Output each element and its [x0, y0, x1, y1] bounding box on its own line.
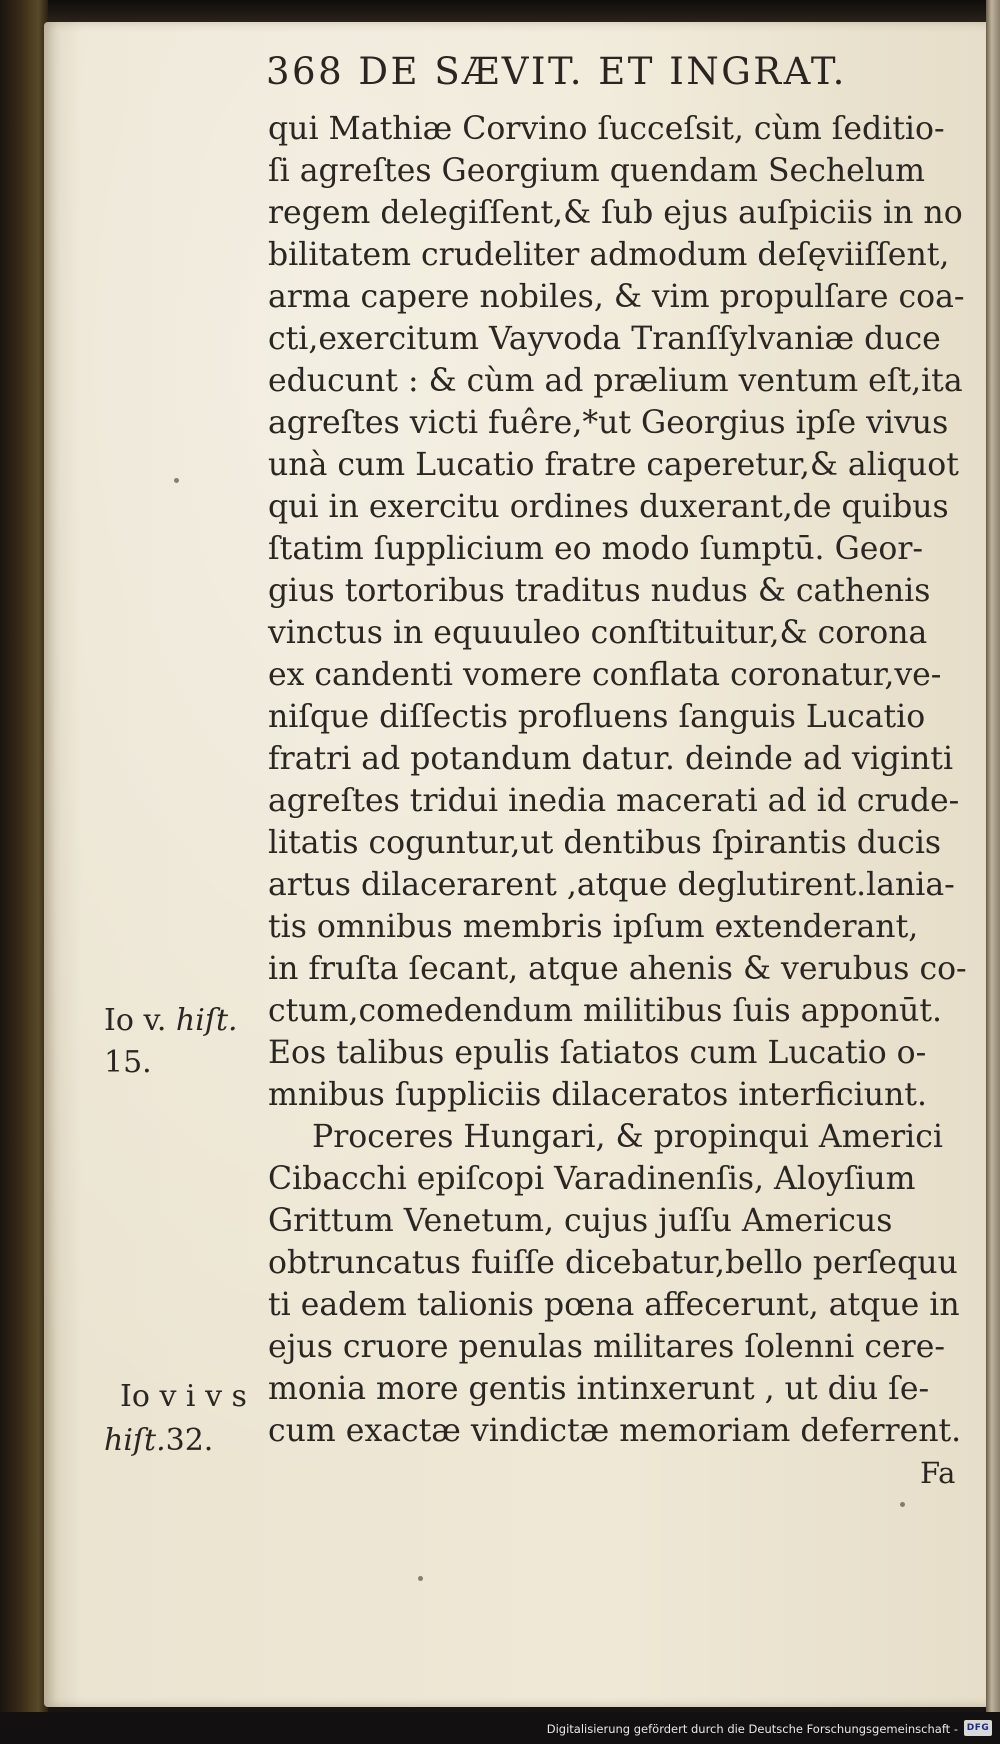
text-line: qui Mathiæ Corvino ſucceſsit, cùm ſeditio-	[268, 111, 945, 147]
text-line: Grittum Venetum, cujus juſſu Americus	[268, 1203, 893, 1239]
text-line: educunt : & cùm ad prælium ventum eſt,ita	[268, 363, 963, 399]
dfg-logo: DFG	[964, 1720, 992, 1736]
catchword: Fa	[920, 1456, 956, 1490]
text-line: ctum,comedendum militibus ſuis apponūt.	[268, 993, 942, 1029]
text-line: bilitatem crudeliter admodum deſęviiſſent,	[268, 237, 950, 273]
paper-speck	[900, 1502, 905, 1507]
text-line: obtruncatus fuiſſe dicebatur,bello perſequu	[268, 1245, 958, 1281]
marginal-note-work: hiſt.	[104, 1423, 166, 1458]
text-line: Cibacchi epiſcopi Varadinenſis, Aloyſium	[268, 1161, 916, 1197]
marginal-note-source	[104, 1000, 238, 1042]
top-edge	[0, 0, 1000, 22]
page-stack-edge	[986, 0, 1000, 1712]
text-line: fratri ad potandum datur. deinde ad viginti	[268, 741, 954, 777]
text-line: litatis coguntur,ut dentibus ſpirantis ducis	[268, 825, 942, 861]
book-spine-edge	[0, 0, 48, 1712]
text-line: unà cum Lucatio fratre caperetur,& aliquot	[268, 447, 959, 483]
marginal-note-author: Io v.	[104, 1003, 167, 1038]
running-head: 368 DE SÆVIT. ET INGRAT.	[266, 50, 847, 93]
text-line: tis omnibus membris ipſum extenderant,	[268, 909, 919, 945]
paper-speck	[174, 478, 179, 483]
marginal-note-number: 32.	[165, 1423, 214, 1458]
text-line: ti eadem talionis pœna affecerunt, atque in	[268, 1287, 960, 1323]
text-line: mnibus ſuppliciis dilaceratos interficiunt.	[268, 1077, 927, 1113]
paper-speck	[418, 1576, 423, 1581]
marginal-note-number: 15.	[104, 1045, 152, 1080]
text-line: cti,exercitum Vayvoda Tranſſylvaniæ duce	[268, 321, 941, 357]
text-line: ex candenti vomere conflata coronatur,ve-	[268, 657, 942, 693]
text-line: ſtatim ſupplicium eo modo ſumptū. Geor-	[268, 531, 924, 567]
text-line: ejus cruore penulas militares ſolenni cere-	[268, 1329, 945, 1365]
text-line: niſque diſſectis profluens ſanguis Lucatio	[268, 699, 926, 735]
text-line: agreſtes victi fuêre,*ut Georgius ipſe vivus	[268, 405, 949, 441]
text-line: monia more gentis intinxerunt , ut diu ſe-	[268, 1371, 930, 1407]
text-line: regem delegiſſent,& ſub ejus auſpiciis in no	[268, 195, 963, 231]
digitization-credit: Digitalisierung gefördert durch die Deutsche Forschungsgemeinschaft -	[546, 1722, 958, 1736]
text-line: Eos talibus epulis ſatiatos cum Lucatio o-	[268, 1035, 927, 1071]
text-line: in fruſta ſecant, atque ahenis & verubus co-	[268, 951, 967, 987]
paragraph-start-line: Proceres Hungari, & propinqui Americi	[312, 1119, 943, 1155]
text-line: vinctus in equuuleo conſtituitur,& corona	[268, 615, 928, 651]
text-line: cum exactæ vindictæ memoriam deferrent.	[268, 1413, 962, 1449]
text-line: qui in exercitu ordines duxerant,de quibus	[268, 489, 949, 525]
marginal-note-reference	[104, 1420, 213, 1462]
marginal-note-work: hiſt.	[175, 1003, 238, 1038]
text-line: arma capere nobiles, & vim propulſare coa-	[268, 279, 965, 315]
text-line: agreſtes tridui inedia macerati ad id crude-	[268, 783, 960, 819]
marginal-note-author: Io v i v s	[120, 1379, 247, 1414]
body-text	[268, 108, 978, 1452]
text-line: ſi agreſtes Georgium quendam Sechelum	[268, 153, 925, 189]
text-line: artus dilacerarent ,atque deglutirent.lania-	[268, 867, 955, 903]
text-line: gius tortoribus traditus nudus & cathenis	[268, 573, 931, 609]
